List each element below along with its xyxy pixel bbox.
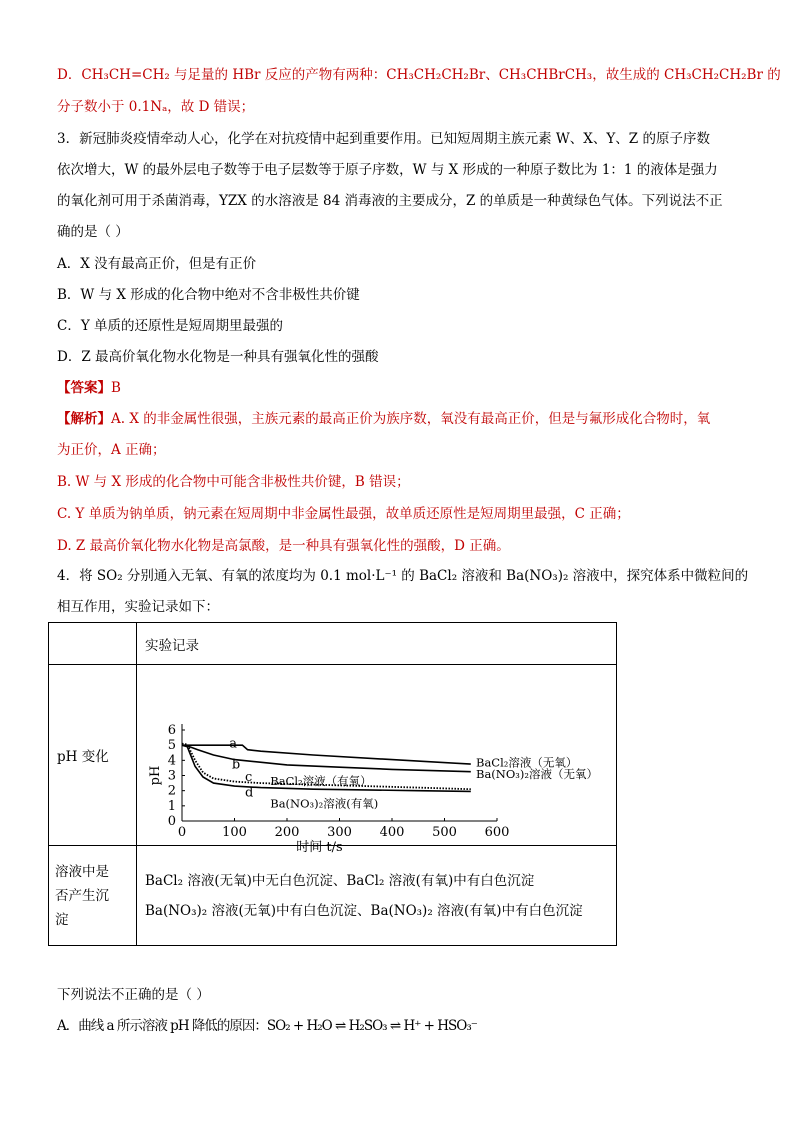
y-tick-label: 0 (167, 814, 176, 829)
solution-d-line-2: 分子数小于 0.1Nₐ，故 D 错误； (57, 99, 255, 115)
analysis-text: A. X 的非金属性很强，主族元素的最高正价为族序数，氧没有最高正价，但是与氟形成化合物时，氧 (111, 411, 711, 427)
series-line-b (182, 745, 471, 772)
y-tick-label: 5 (167, 738, 176, 754)
y-axis-label: pH (148, 765, 163, 786)
row-label-line: 淀 (55, 911, 69, 928)
row-label-ph: pH 变化 (49, 665, 137, 846)
answer-tag: 【答案】 (57, 380, 111, 396)
series-label: BaCl₂溶液（有氧） (270, 773, 372, 788)
y-tick-label: 4 (167, 753, 176, 769)
y-tick-label: 3 (167, 768, 176, 784)
series-label: Ba(NO₃)₂溶液(有氧) (270, 796, 379, 811)
q3-answer (57, 378, 121, 398)
q3-stem-line-1: 3．新冠肺炎疫情牵动人心，化学在对抗疫情中起到重要作用。已知短周期主族元素 W、X、Y、Z 的原子序数 (57, 131, 710, 147)
table-corner-cell (49, 623, 137, 665)
ph-chart-cell (137, 665, 617, 855)
q3-stem-line-2: 依次增大，W 的最外层电子数等于电子层数等于原子序数，W 与 X 形成的一种原子数比为 1：1 的液体是强力 (57, 162, 718, 178)
experiment-record-table (48, 622, 617, 946)
curve-label-a: a (229, 736, 238, 752)
row-label-line: 溶液中是 (55, 863, 109, 880)
x-tick-label: 400 (379, 825, 405, 840)
curve-label-b: b (231, 757, 241, 773)
q3-stem-line-4: 确的是（ ） (57, 224, 129, 240)
q4-question: 下列说法不正确的是（ ） (57, 987, 210, 1003)
precipitate-results (137, 846, 617, 946)
precipitate-result-line: Ba(NO₃)₂ 溶液(无氧)中有白色沉淀、Ba(NO₃)₂ 溶液(有氧)中有白色沉淀 (145, 902, 583, 919)
row-label-line: 否产生沉 (55, 887, 109, 904)
answer-value: B (111, 380, 121, 396)
q4-stem-line-2: 相互作用，实验记录如下： (57, 599, 219, 615)
q3-analysis-line-5: D. Z 最高价氧化物水化物是高氯酸，是一种具有强氧化性的强酸，D 正确。 (57, 538, 510, 554)
x-tick-label: 300 (327, 825, 352, 840)
precipitate-result-line: BaCl₂ 溶液(无氧)中无白色沉淀、BaCl₂ 溶液(有氧)中有白色沉淀 (145, 872, 535, 889)
series-line-a (182, 745, 471, 764)
table-header: 实验记录 (137, 623, 617, 665)
curve-label-c: c (245, 769, 253, 785)
x-tick-label: 500 (432, 825, 457, 840)
ph-chart (137, 665, 607, 855)
q3-option-d: D．Z 最高价氧化物水化物是一种具有强氧化性的强酸 (57, 349, 379, 365)
y-tick-label: 2 (167, 783, 176, 799)
row-label-precipitate (49, 846, 137, 946)
x-tick-label: 100 (222, 825, 247, 840)
x-tick-label: 200 (274, 825, 300, 840)
x-tick-label: 600 (484, 825, 510, 840)
solution-d-line-1: D．CH₃CH=CH₂ 与足量的 HBr 反应的产物有两种：CH₃CH₂CH₂Br、CH₃CHBrCH₃，故生成的 CH₃CH₂CH₂Br 的 (57, 67, 781, 83)
y-tick-label: 1 (167, 798, 176, 814)
q4-stem-line-1: 4．将 SO₂ 分别通入无氧、有氧的浓度均为 0.1 mol·L⁻¹ 的 BaCl₂ 溶液和 Ba(NO₃)₂ 溶液中，探究体系中微粒间的 (57, 568, 749, 584)
q3-analysis-line-2: 为正价，A 正确； (57, 442, 166, 458)
series-label: BaCl₂溶液（无氧） (476, 755, 578, 770)
analysis-tag: 【解析】 (57, 411, 111, 427)
q3-analysis-line-1 (57, 409, 710, 429)
series-label: Ba(NO₃)₂溶液（无氧） (476, 766, 598, 781)
q3-stem-line-3: 的氧化剂可用于杀菌消毒，YZX 的水溶液是 84 消毒液的主要成分，Z 的单质是一种黄绿色气体。下列说法不正 (57, 193, 723, 209)
y-tick-label: 6 (167, 723, 176, 738)
q3-option-b: B．W 与 X 形成的化合物中绝对不含非极性共价键 (57, 287, 360, 303)
x-tick-label: 0 (177, 825, 187, 840)
q4-option-a: A．曲线 a 所示溶液 pH 降低的原因：SO₂ + H₂O ⇌ H₂SO₃ ⇌ H⁺ + HSO₃⁻ (57, 1018, 477, 1034)
x-axis-label: 时间 t/s (296, 840, 343, 855)
q3-option-c: C．Y 单质的还原性是短周期里最强的 (57, 318, 284, 334)
curve-label-d: d (245, 785, 254, 801)
q3-option-a: A．X 没有最高正价，但是有正价 (57, 256, 257, 272)
q3-analysis-line-4: C. Y 单质为钠单质，钠元素在短周期中非金属性最强，故单质还原性是短周期里最强，C 正确； (57, 506, 630, 522)
q3-analysis-line-3: B. W 与 X 形成的化合物中可能含非极性共价键，B 错误； (57, 474, 410, 490)
